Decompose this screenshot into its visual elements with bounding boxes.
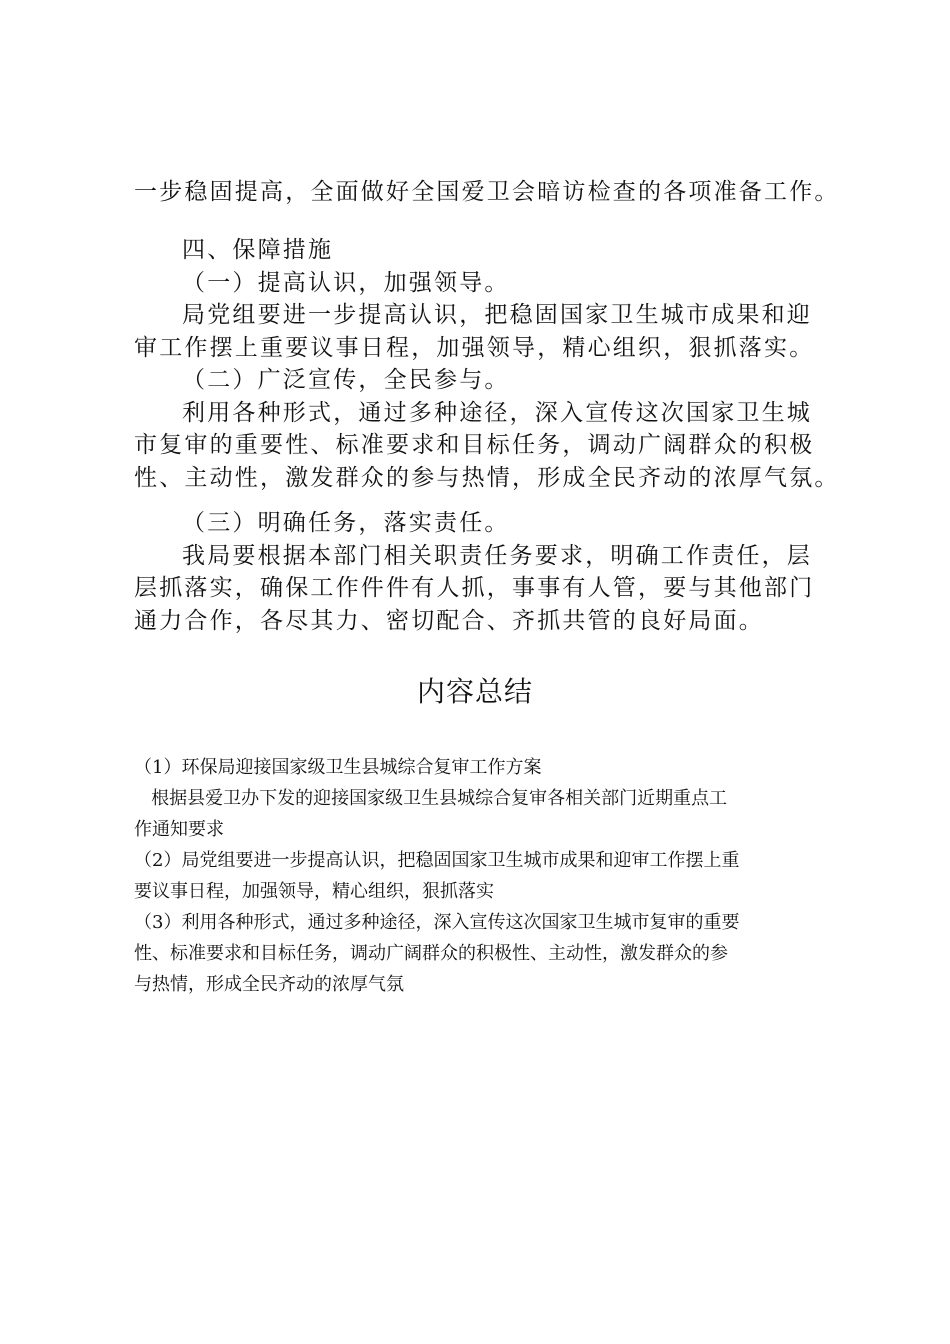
item-1-line-1: 局党组要进一步提高认识，把稳固国家卫生城市成果和迎 [182, 302, 812, 328]
item-1-title: （一）提高认识，加强领导。 [182, 269, 510, 296]
item-3-line-3: 通力合作，各尽其力、密切配合、齐抓共管的良好局面。 [134, 607, 764, 634]
summary-line: （2）局党组要进一步提高认识，把稳固国家卫生城市成果和迎审工作摆上重 [134, 850, 740, 871]
text-line: 一步稳固提高，全面做好全国爱卫会暗访检查的各项准备工作。 [134, 179, 840, 205]
item-3-title: （三）明确任务，落实责任。 [182, 510, 510, 536]
section-block-3 [134, 507, 834, 637]
section-heading: 四、保障措施 [182, 237, 334, 263]
summary-title: 内容总结 [416, 675, 533, 708]
item-3-line-2: 层抓落实，确保工作件件有人抓，事事有人管，要与其他部门 [134, 575, 815, 601]
summary-body [134, 752, 834, 1000]
summary-line: 根据县爱卫办下发的迎接国家级卫生县城综合复审各相关部门近期重点工 [134, 788, 728, 809]
summary-line: 要议事日程，加强领导，精心组织，狠抓落实 [134, 881, 494, 902]
item-3-line-1: 我局要根据本部门相关职责任务要求，明确工作责任，层 [182, 542, 812, 569]
summary-line: （1）环保局迎接国家级卫生县城综合复审工作方案 [134, 757, 542, 778]
item-2-line-2: 市复审的重要性、标准要求和目标任务，调动广阔群众的积极 [134, 432, 815, 458]
summary-line: 与热情，形成全民齐动的浓厚气氛 [134, 974, 404, 995]
summary-line: （3）利用各种形式，通过多种途径，深入宣传这次国家卫生城市复审的重要 [134, 912, 740, 933]
item-2-line-1: 利用各种形式，通过多种途径，深入宣传这次国家卫生城 [182, 399, 812, 426]
item-2-line-3: 性、主动性，激发群众的参与热情，形成全民齐动的浓厚气氛。 [134, 464, 840, 491]
item-2-title: （二）广泛宣传，全民参与。 [182, 367, 510, 393]
section-block [134, 234, 840, 494]
item-1-line-2: 审工作摆上重要议事日程，加强领导，精心组织，狠抓落实。 [134, 334, 815, 361]
summary-line: 性、标准要求和目标任务，调动广阔群众的积极性、主动性，激发群众的参 [134, 943, 728, 964]
continuation-paragraph [134, 176, 840, 209]
summary-line: 作通知要求 [134, 819, 224, 840]
